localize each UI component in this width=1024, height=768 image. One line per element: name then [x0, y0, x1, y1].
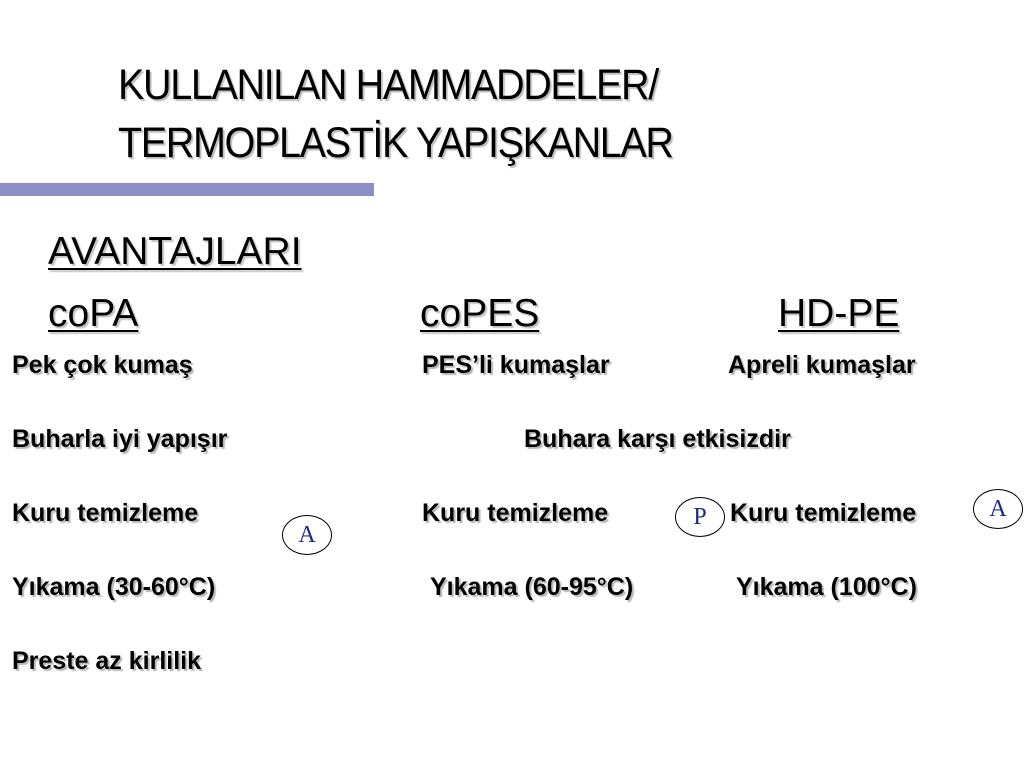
slide-title — [118, 56, 817, 172]
column-heading-copes: coPES — [420, 292, 540, 335]
hdpe-dry-clean-item: Kuru temizleme — [730, 499, 917, 527]
title-accent-bar — [0, 183, 374, 196]
copa-fabric-item: Pek çok kumaş — [12, 351, 193, 379]
slide-title-line-1: KULLANILAN HAMMADDELER/ — [118, 61, 658, 109]
hdpe-wash-item: Yıkama (100°C) — [736, 573, 917, 601]
steam-resistance-item: Buhara karşı etkisizdir — [524, 425, 791, 453]
copa-wash-item: Yıkama (30-60°C) — [12, 573, 216, 601]
copes-fabric-item: PES’li kumaşlar — [422, 351, 610, 379]
copa-press-item: Preste az kirlilik — [12, 647, 202, 675]
copes-dry-clean-item: Kuru temizleme — [422, 499, 609, 527]
section-heading: AVANTAJLARI — [48, 230, 302, 273]
column-heading-copa: coPA — [48, 292, 139, 335]
copa-dry-clean-item: Kuru temizleme — [12, 499, 199, 527]
column-heading-hdpe: HD-PE — [778, 292, 900, 335]
copa-steam-item: Buharla iyi yapışır — [12, 425, 228, 453]
hdpe-fabric-item: Apreli kumaşlar — [728, 351, 916, 379]
dry-clean-p-symbol-icon: P — [675, 497, 725, 537]
dry-clean-a-symbol-icon: A — [282, 515, 332, 555]
dry-clean-a-symbol-icon: A — [973, 489, 1023, 529]
copes-wash-item: Yıkama (60-95°C) — [430, 573, 634, 601]
slide-title-line-2: TERMOPLASTİK YAPIŞKANLAR — [118, 119, 673, 167]
